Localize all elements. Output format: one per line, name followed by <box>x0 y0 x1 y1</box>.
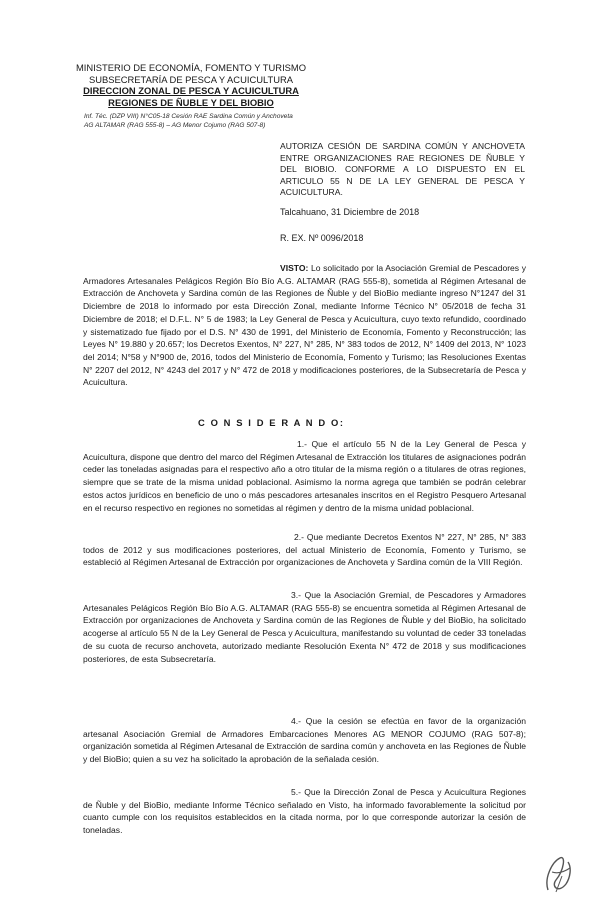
directorate-line: DIRECCION ZONAL DE PESCA Y ACUICULTURA <box>83 85 299 97</box>
regions-line: REGIONES DE ÑUBLE Y DEL BIOBIO <box>108 96 274 108</box>
considerando-text-2: 2.- Que mediante Decretos Exentos N° 227, N° 285, N° 383 todos de 2012 y sus modificaciones posteriores, del actual Ministerio de Economía, Fomento y Turismo, se estableció al Régimen Artesanal de Extracción por organizaciones de Anchoveta y Sardina común de la VIII Región. <box>83 532 526 568</box>
considerando-text-3: 3.- Que la Asociación Gremial, de Pescadores y Armadores Artesanales Pelágicos Región Bío Bío A.G. ALTAMAR (RAG 555-8) se encuentra sometida al Régimen Artesanal de Extracción por organizaciones de Anchoveta y Sardina común de las Regiones de Ñuble y del BioBio, ha solicitado acogerse al artículo 55 N de la Ley General de Pesca y Acuicultura, manifestando su voluntad de ceder 33 toneladas de su cuota de recurso anchoveta, autorizado mediante Resolución Exenta N° 472 de 2018 y sus modificaciones posteriores, de esta Subsecretaría. <box>83 590 526 664</box>
place-date: Talcahuano, 31 Diciembre de 2018 <box>280 207 420 217</box>
ministry-line: MINISTERIO DE ECONOMÍA, FOMENTO Y TURISMO <box>75 62 307 73</box>
visto-text: Lo solicitado por la Asociación Gremial de Pescadores y Armadores Artesanales Pelágicos Región Bío Bío A.G. ALTAMAR (RAG 555-8), sometida al Régimen Artesanal de Extracción de Anchoveta y Sardina común de las Regiones de Ñuble y del BioBio mediante ingreso N°1247 del 31 Diciembre de 2018 lo informado por esta Dirección Zonal, mediante Informe Técnico N° 05/2018 de fecha 31 Diciembre de 2018; el D.F.L. N° 5 de 1983; la Ley General de Pesca y Acuicultura, cuyo texto refundido, coordinado y sistematizado fue fijado por el D.S. N° 430 de 1991, del Ministerio de Economía, Fomento y Reconstrucción; las Leyes N° 19.880 y 20.657; los Decretos Exentos, N° 227, N° 285, N° 383 todos de 2012, N° 1409 del 2013, N° 1023 del 2014; N°58 y N°900 de, 2016, todos del Ministerio de Economía, Fomento y Turismo; las Resoluciones Exentas N° 2207 del 2012, N° 4243 del 2017 y N° 472 de 2018 y modificaciones posteriores, de la Subsecretaría de Pesca y Acuicultura. <box>83 263 526 388</box>
considerando-item-1 <box>83 438 526 514</box>
considerando-item-2 <box>83 531 526 569</box>
considerando-text-1: 1.- Que el artículo 55 N de la Ley General de Pesca y Acuicultura, dispone que dentro del marco del Régimen Artesanal de Extracción los titulares de asignaciones podrán ceder las toneladas asignadas para el respectivo año a otro titular de la misma región o a titulares de otras regiones, siempre que se trate de la misma unidad poblacional. Asimismo la norma agrega que también se podrán celebrar estos actos jurídicos en beneficio de uno o más pescadores artesanales inscritos en el Registro Pesquero Artesanal en el recurso respectivo en regiones no sometidas al régimen y dentro de la misma unidad poblacional. <box>83 439 526 513</box>
reference-note <box>84 112 320 130</box>
considerando-heading: C O N S I D E R A N D O: <box>198 417 345 428</box>
signature-mark <box>542 850 576 900</box>
resolution-subject: AUTORIZA CESIÓN DE SARDINA COMÚN Y ANCHOVETA ENTRE ORGANIZACIONES RAE REGIONES DE ÑUBLE Y DEL BIOBIO. CONFORME A LO DISPUESTO EN EL ARTICULO 55 N DE LA LEY GENERAL DE PESCA Y ACUICULTURA. <box>280 141 525 198</box>
considerando-item-3 <box>83 589 526 665</box>
resolution-number: R. EX. Nº 0096/2018 <box>280 233 364 243</box>
considerando-item-5 <box>83 786 526 837</box>
considerando-text-4: 4.- Que la cesión se efectúa en favor de la organización artesanal Asociación Gremial de Armadores Embarcaciones Menores AG MENOR COJUMO (RAG 507-8); organización sometida al Régimen Artesanal de Extracción de sardina común y anchoveta en las Regiones de Ñuble y del BioBio; quien a su vez ha solicitado la aprobación de la señalada cesión. <box>83 716 526 765</box>
visto-paragraph <box>83 262 526 389</box>
reference-line-1: Inf. Téc. (DZP VIII) N°C05-18 Cesión RAE Sardina Común y Anchoveta <box>84 113 293 120</box>
considerando-text-5: 5.- Que la Dirección Zonal de Pesca y Acuicultura Regiones de Ñuble y del BioBio, mediante Informe Técnico señalado en Visto, ha informado favorablemente la solicitud por cuanto cumple con los requisitos establecidos en la citada norma, por lo que corresponde autorizar la cesión de toneladas. <box>83 787 526 836</box>
letterhead <box>62 62 320 108</box>
visto-section <box>83 262 526 389</box>
visto-label: VISTO: <box>280 263 309 273</box>
undersecretariat-line: SUBSECRETARÍA DE PESCA Y ACUICULTURA <box>88 73 294 85</box>
reference-line-2: AG ALTAMAR (RAG 555-8) – AG Menor Cojumo (RAG 507-8) <box>84 122 266 129</box>
considerando-item-4 <box>83 715 526 766</box>
